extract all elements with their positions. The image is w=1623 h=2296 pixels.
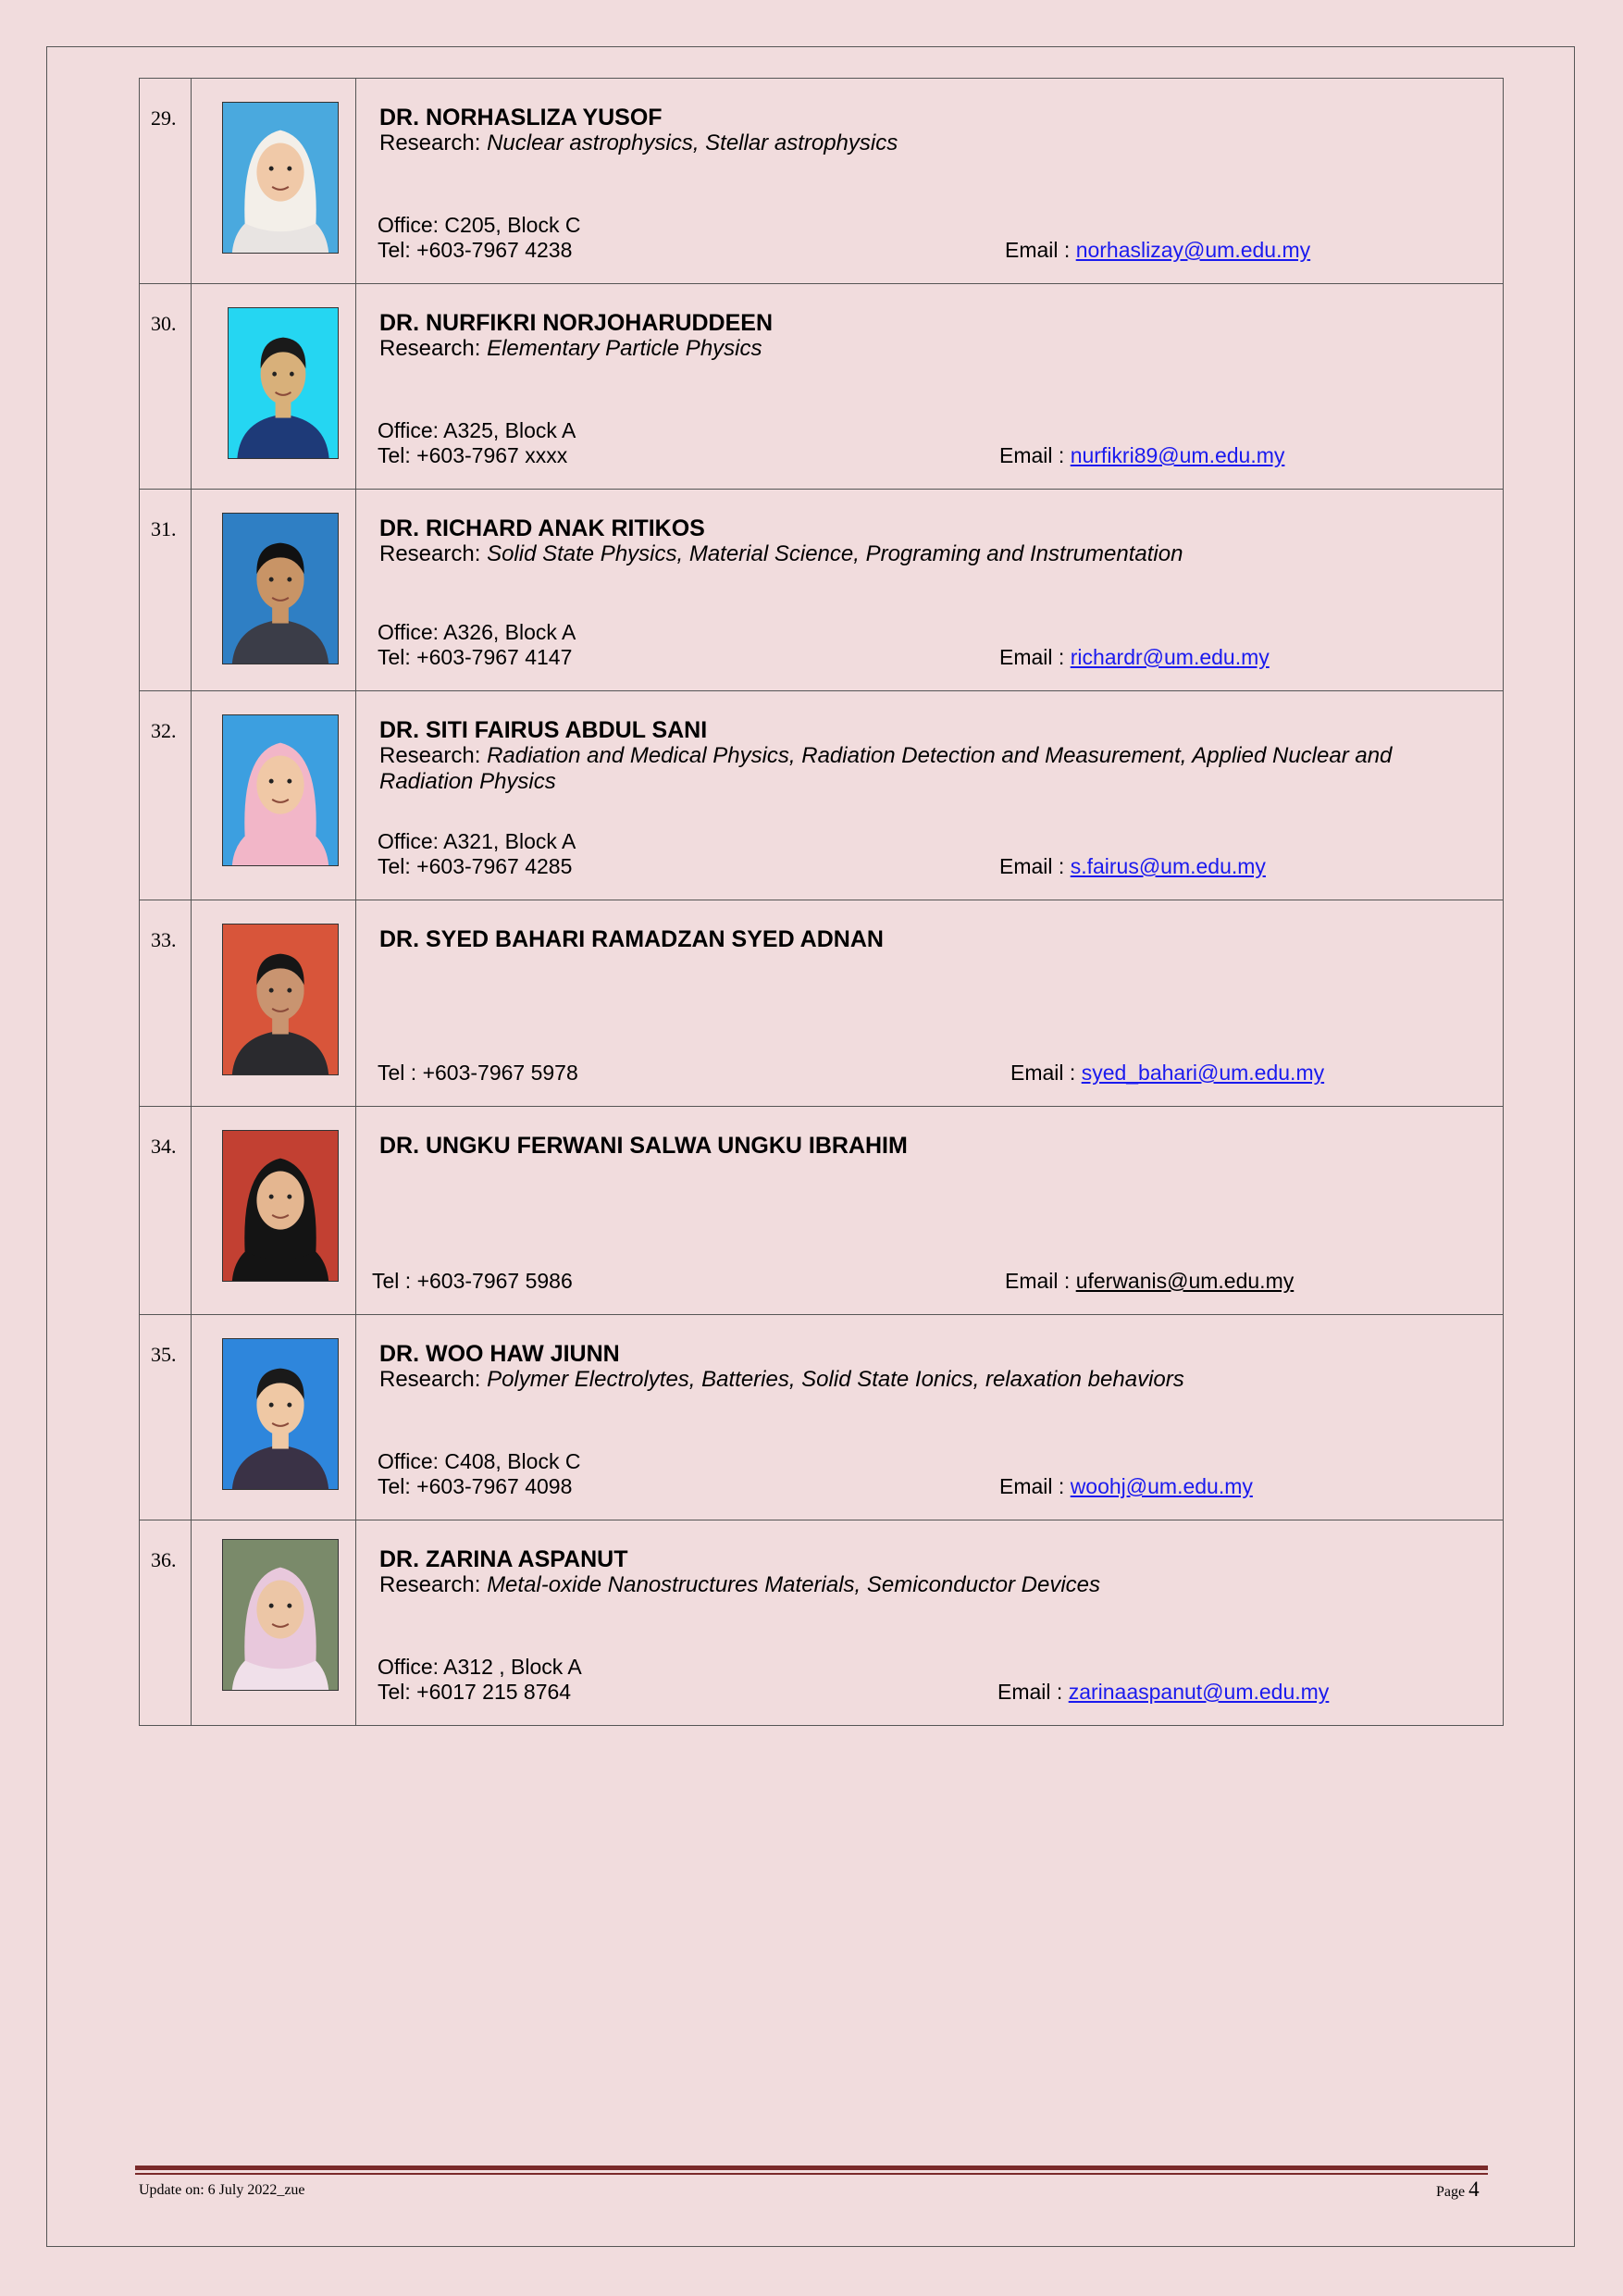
- entry-number: 30.: [140, 284, 192, 490]
- entry-number: 36.: [140, 1520, 192, 1726]
- office-location: Office: C408, Block C: [378, 1449, 581, 1473]
- staff-row: [140, 900, 1504, 1107]
- staff-name: DR. UNGKU FERWANI SALWA UNGKU IBRAHIM: [379, 1133, 908, 1159]
- email-line: Email : woohj@um.edu.my: [999, 1474, 1253, 1498]
- staff-photo: [222, 102, 339, 254]
- staff-row: [140, 79, 1504, 284]
- entry-number: 33.: [140, 900, 192, 1107]
- email-link[interactable]: richardr@um.edu.my: [1070, 645, 1270, 669]
- staff-row: [140, 1315, 1504, 1520]
- staff-name: DR. SITI FAIRUS ABDUL SANI: [379, 717, 708, 743]
- page-number: Page 4: [1436, 2178, 1480, 2201]
- entry-number: 34.: [140, 1107, 192, 1315]
- email-line: Email : zarinaaspanut@um.edu.my: [997, 1680, 1330, 1704]
- staff-photo: [228, 307, 339, 459]
- email-line: Email : uferwanis@um.edu.my: [1005, 1269, 1295, 1293]
- telephone: Tel: +603-7967 4098: [378, 1474, 573, 1498]
- research-line: Research: Solid State Physics, Material Science, Programing and Instrumentation: [379, 541, 1183, 566]
- staff-name: DR. NURFIKRI NORJOHARUDDEEN: [379, 310, 774, 336]
- telephone: Tel: +603-7967 4238: [378, 238, 573, 262]
- email-link[interactable]: s.fairus@um.edu.my: [1070, 854, 1266, 878]
- email-line: Email : norhaslizay@um.edu.my: [1005, 238, 1311, 262]
- entry-number: 32.: [140, 691, 192, 900]
- staff-row: [140, 691, 1504, 900]
- email-link[interactable]: syed_bahari@um.edu.my: [1081, 1061, 1325, 1085]
- staff-name: DR. SYED BAHARI RAMADZAN SYED ADNAN: [379, 926, 884, 952]
- email-line: Email : richardr@um.edu.my: [999, 645, 1270, 669]
- staff-directory-table: [139, 78, 1504, 1726]
- staff-name: DR. RICHARD ANAK RITIKOS: [379, 515, 705, 541]
- telephone: Tel : +603-7967 5978: [378, 1061, 578, 1085]
- email-line: Email : nurfikri89@um.edu.my: [999, 443, 1285, 467]
- staff-photo: [222, 513, 339, 664]
- email-link[interactable]: norhaslizay@um.edu.my: [1075, 238, 1311, 262]
- research-areas: Nuclear astrophysics, Stellar astrophysics: [487, 130, 898, 155]
- email-link[interactable]: zarinaaspanut@um.edu.my: [1068, 1680, 1330, 1704]
- email-link[interactable]: nurfikri89@um.edu.my: [1070, 443, 1285, 467]
- update-note: Update on: 6 July 2022_zue: [139, 2182, 305, 2198]
- staff-row: [140, 490, 1504, 691]
- research-areas: Radiation and Medical Physics, Radiation Detection and Measurement, Applied Nuclear and Radiation Physics: [379, 743, 1393, 794]
- email-line: Email : syed_bahari@um.edu.my: [1010, 1061, 1325, 1085]
- staff-photo: [222, 1130, 339, 1282]
- email-link[interactable]: woohj@um.edu.my: [1070, 1474, 1253, 1498]
- email-line: Email : s.fairus@um.edu.my: [999, 854, 1266, 878]
- telephone: Tel : +603-7967 5986: [372, 1269, 573, 1293]
- entry-number: 29.: [140, 79, 192, 284]
- entry-number: 31.: [140, 490, 192, 691]
- staff-photo: [222, 924, 339, 1075]
- staff-photo: [222, 1338, 339, 1490]
- telephone: Tel: +6017 215 8764: [378, 1680, 572, 1704]
- telephone: Tel: +603-7967 4285: [378, 854, 573, 878]
- staff-name: DR. WOO HAW JIUNN: [379, 1341, 620, 1367]
- research-line: Research: Nuclear astrophysics, Stellar astrophysics: [379, 130, 898, 155]
- telephone: Tel: +603-7967 xxxx: [378, 443, 568, 467]
- footer-rule: [135, 2166, 1488, 2170]
- research-line: Research: Radiation and Medical Physics, Radiation Detection and Measurement, Applied Nuclear and Radiation Physics: [379, 743, 1393, 794]
- telephone: Tel: +603-7967 4147: [378, 645, 573, 669]
- research-areas: Elementary Particle Physics: [487, 336, 762, 361]
- research-line: Research: Elementary Particle Physics: [379, 336, 762, 361]
- entry-number: 35.: [140, 1315, 192, 1520]
- footer-rule-thin: [135, 2173, 1488, 2175]
- staff-photo: [222, 1539, 339, 1691]
- staff-row: [140, 284, 1504, 490]
- staff-name: DR. ZARINA ASPANUT: [379, 1546, 628, 1572]
- staff-row: [140, 1107, 1504, 1315]
- research-areas: Polymer Electrolytes, Batteries, Solid State Ionics, relaxation behaviors: [487, 1367, 1184, 1392]
- office-location: Office: A325, Block A: [378, 418, 576, 442]
- office-location: Office: A326, Block A: [378, 620, 576, 644]
- research-line: Research: Metal-oxide Nanostructures Materials, Semiconductor Devices: [379, 1572, 1100, 1597]
- staff-name: DR. NORHASLIZA YUSOF: [379, 105, 663, 130]
- research-line: Research: Polymer Electrolytes, Batteries, Solid State Ionics, relaxation behaviors: [379, 1367, 1184, 1392]
- office-location: Office: C205, Block C: [378, 213, 581, 237]
- research-areas: Metal-oxide Nanostructures Materials, Semiconductor Devices: [487, 1572, 1100, 1597]
- staff-photo: [222, 714, 339, 866]
- research-areas: Solid State Physics, Material Science, Programing and Instrumentation: [487, 541, 1183, 566]
- staff-row: [140, 1520, 1504, 1726]
- office-location: Office: A321, Block A: [378, 829, 576, 853]
- email-link[interactable]: uferwanis@um.edu.my: [1075, 1269, 1295, 1293]
- office-location: Office: A312 , Block A: [378, 1655, 582, 1679]
